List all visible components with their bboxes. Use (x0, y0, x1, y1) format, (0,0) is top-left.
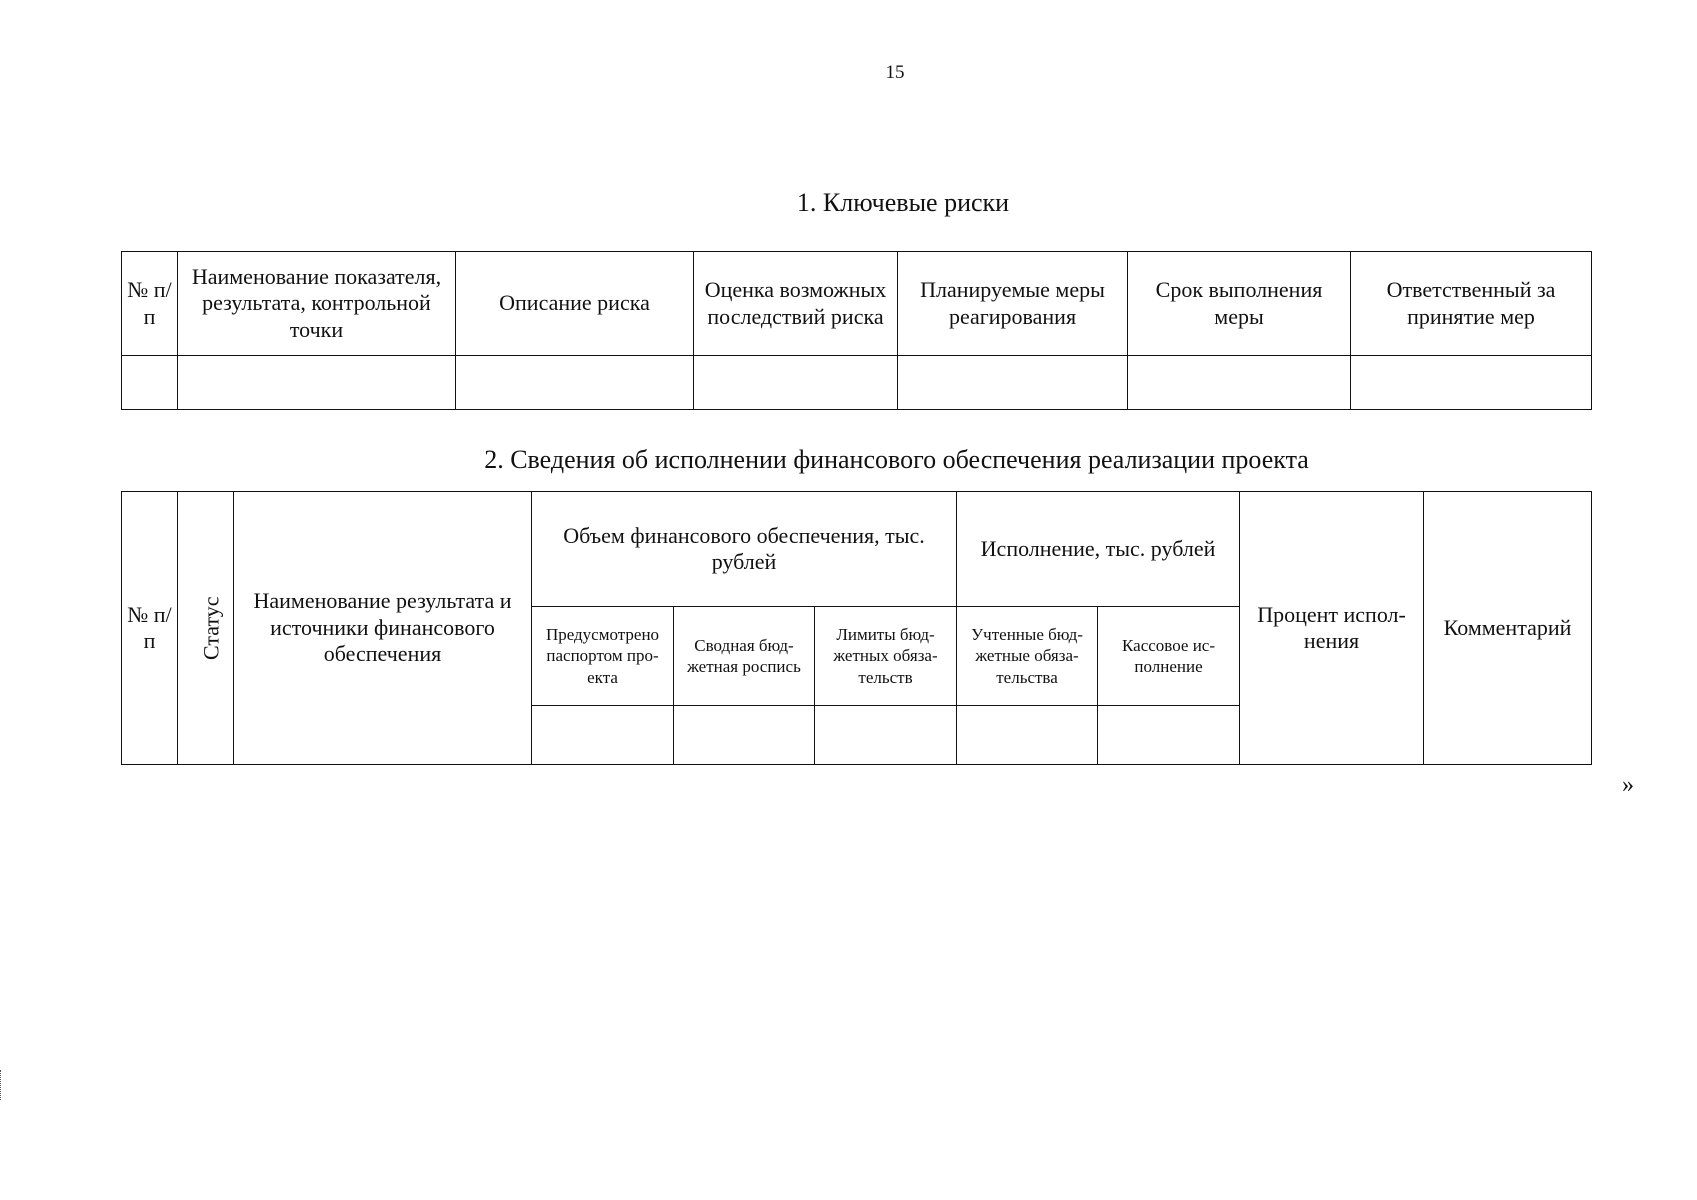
table-cell (532, 706, 674, 765)
section-title-key-risks: 1. Ключевые риски (796, 188, 1010, 217)
header-cell-planned-measures: Планируемые меры реагирования (898, 252, 1128, 356)
table-cell (178, 356, 456, 410)
table-header-row (122, 492, 1592, 607)
section-title-financing: 2. Сведения об исполнении финансового обеспечения реализации проекта (484, 445, 1309, 474)
table-cell (1128, 356, 1351, 410)
closing-quote: » (1622, 772, 1634, 798)
table-cell (456, 356, 694, 410)
key-risks-table (121, 251, 1592, 410)
header-cell-status (178, 492, 234, 765)
table-cell (674, 706, 815, 765)
subheader-cell-cash-execution: Кассовое ис-полнение (1098, 607, 1240, 706)
subheader-cell-passport: Предусмотрено паспортом про-екта (532, 607, 674, 706)
margin-mark (0, 1070, 4, 1100)
page-number: 15 (885, 62, 905, 83)
table-cell (957, 706, 1098, 765)
table-cell (694, 356, 898, 410)
header-cell-result-name: Наименование результата и источники финансового обеспечения (234, 492, 532, 765)
header-cell-indicator-name: Наименование показателя, результата, контрольной точки (178, 252, 456, 356)
table-header-row (122, 252, 1592, 356)
header-cell-deadline: Срок выполнения меры (1128, 252, 1351, 356)
subheader-cell-budget-list: Сводная бюд-жетная роспись (674, 607, 815, 706)
header-cell-comment: Комментарий (1424, 492, 1592, 765)
header-cell-execution-group: Исполнение, тыс. рублей (957, 492, 1240, 607)
header-cell-percent: Процент испол-нения (1240, 492, 1424, 765)
header-cell-consequences: Оценка возможных последствий риска (694, 252, 898, 356)
header-cell-risk-description: Описание риска (456, 252, 694, 356)
header-cell-number: № п/п (122, 492, 178, 765)
financing-table (121, 491, 1592, 765)
table-cell (1098, 706, 1240, 765)
table-cell (1351, 356, 1592, 410)
table-cell (898, 356, 1128, 410)
subheader-cell-limits: Лимиты бюд-жетных обяза-тельств (815, 607, 957, 706)
table-cell (122, 356, 178, 410)
header-cell-responsible: Ответственный за принятие мер (1351, 252, 1592, 356)
table-cell (815, 706, 957, 765)
status-label: Статус (198, 596, 224, 660)
header-cell-volume-group: Объем финансового обеспечения, тыс. рублей (532, 492, 957, 607)
header-cell-number: № п/п (122, 252, 178, 356)
subheader-cell-obligations: Учтенные бюд-жетные обяза-тельства (957, 607, 1098, 706)
table-row (122, 356, 1592, 410)
